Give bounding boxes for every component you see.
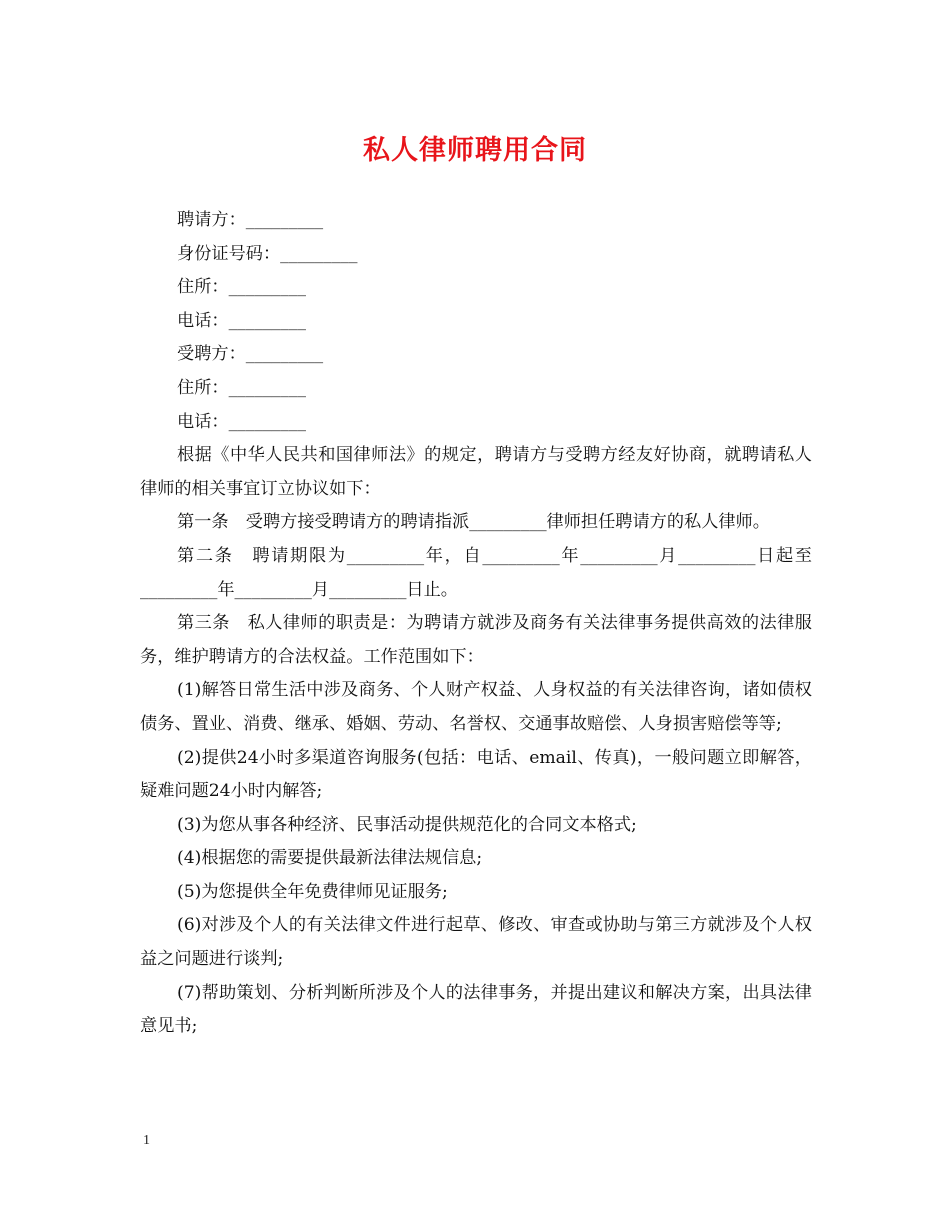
- paragraph-item-7: (7)帮助策划、分析判断所涉及个人的法律事务，并提出建议和解决方案，出具法律意见书;: [140, 982, 812, 1037]
- paragraph-item-3: (3)为您从事各种经济、民事活动提供规范化的合同文本格式;: [177, 814, 637, 835]
- paragraph-preamble: 根据《中华人民共和国律师法》的规定，聘请方与受聘方经友好协商，就聘请私人律师的相关事宜订立协议如下：: [140, 445, 812, 499]
- paragraph-item-4: (4)根据您的需要提供最新法律法规信息;: [177, 848, 483, 869]
- paragraph-client-phone: 电话：_________: [177, 310, 306, 331]
- paragraph-client: 聘请方：_________: [177, 210, 324, 230]
- paragraph-lawyer-phone: 电话：_________: [177, 411, 306, 432]
- paragraph-id-number: 身份证号码：_________: [177, 243, 358, 264]
- paragraph-lawyer-party: 受聘方：_________: [177, 344, 324, 365]
- page-number: 1: [143, 1133, 150, 1148]
- paragraph-item-6: (6)对涉及个人的有关法律文件进行起草、修改、审查或协助与第三方就涉及个人权益之问题进行谈判;: [140, 915, 812, 970]
- paragraph-item-2: (2)提供24小时多渠道咨询服务(包括：电话、email、传真)，一般问题立即解答，疑难问题24小时内解答;: [140, 747, 812, 802]
- paragraph-article-2: 第二条 聘请期限为_________年，自_________年_________月_________日起至_________年_________月_________日止。: [140, 545, 812, 600]
- paragraph-item-5: (5)为您提供全年免费律师见证服务;: [177, 881, 448, 902]
- paragraph-lawyer-address: 住所：_________: [177, 377, 306, 398]
- paragraph-client-address: 住所：_________: [177, 277, 306, 298]
- paragraph-article-1: 第一条 受聘方接受聘请方的聘请指派_________律师担任聘请方的私人律师。: [177, 512, 770, 533]
- paragraph-article-3: 第三条 私人律师的职责是：为聘请方就涉及商务有关法律事务提供高效的法律服务，维护聘请方的合法权益。工作范围如下：: [140, 613, 812, 667]
- document-body: [140, 204, 812, 1044]
- paragraph-item-1: (1)解答日常生活中涉及商务、个人财产权益、人身权益的有关法律咨询，诸如债权债务、置业、消费、继承、婚姻、劳动、名誉权、交通事故赔偿、人身损害赔偿等等;: [140, 680, 812, 734]
- document-title: 私人律师聘用合同: [363, 135, 587, 166]
